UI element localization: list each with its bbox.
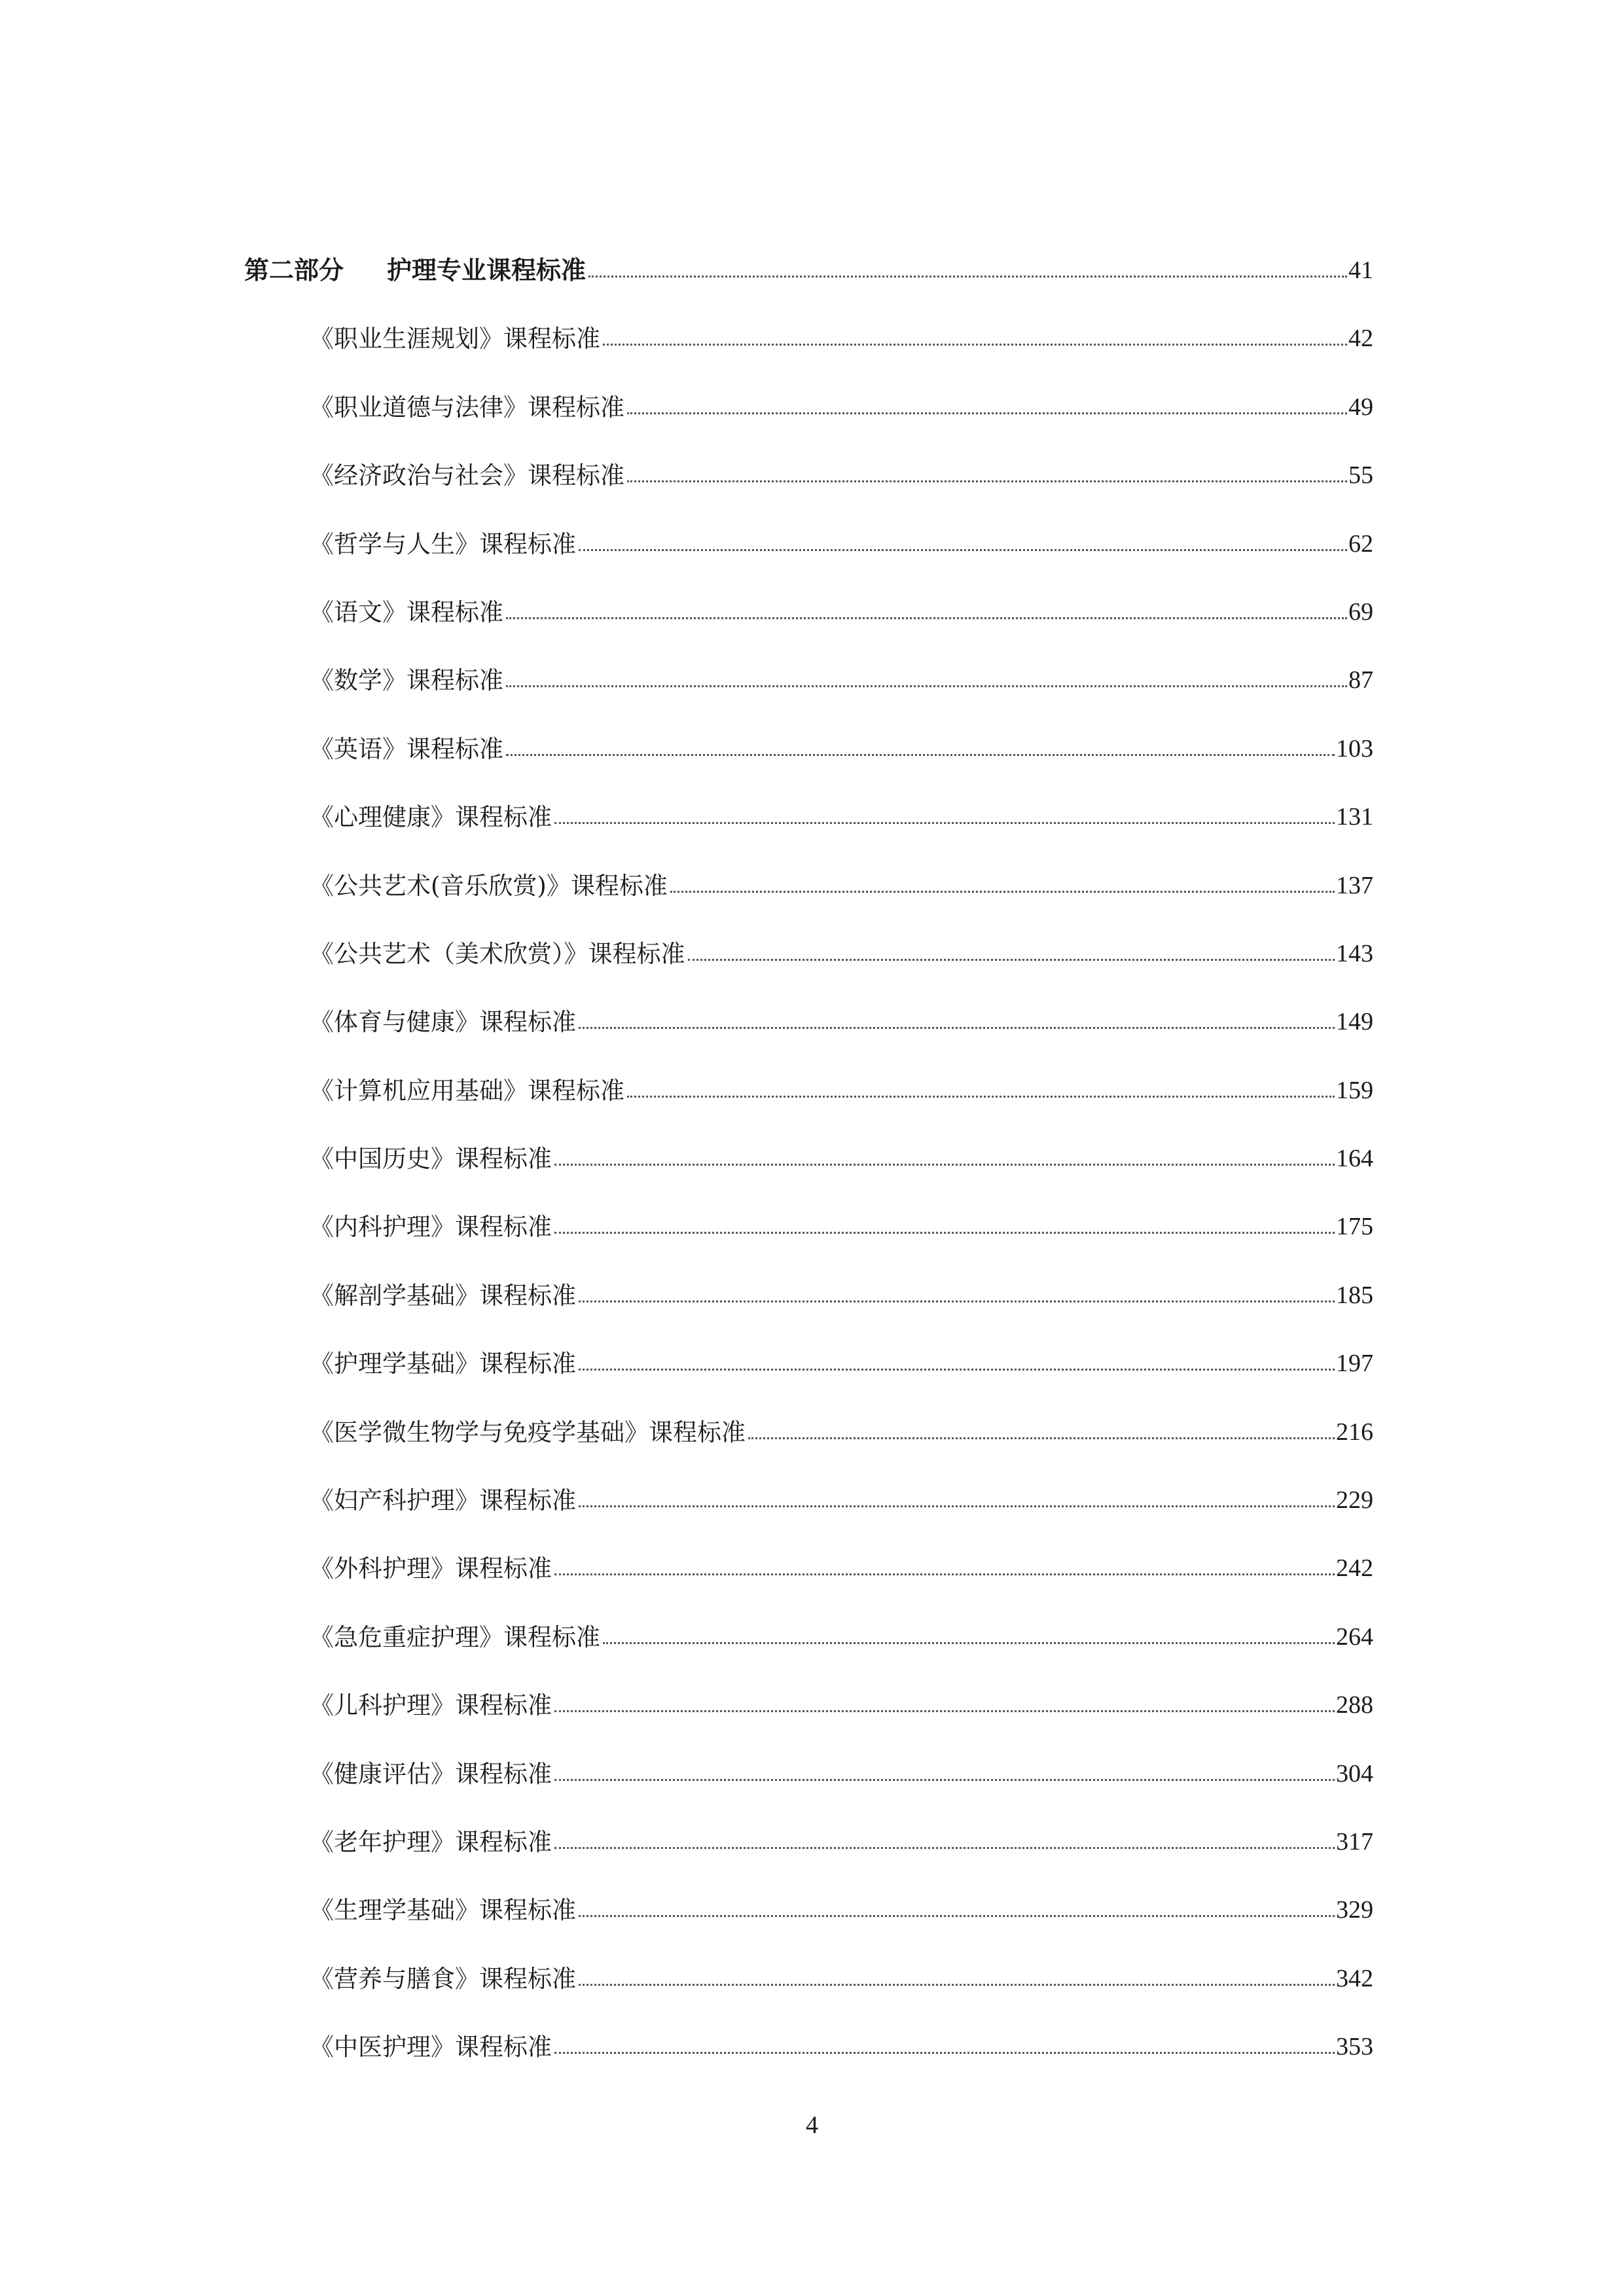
table-of-contents xyxy=(244,220,1373,2062)
toc-entry[interactable] xyxy=(244,283,1373,351)
toc-dot-leader xyxy=(506,754,1335,756)
toc-entry[interactable] xyxy=(244,1991,1373,2062)
toc-dot-leader xyxy=(506,617,1347,619)
toc-entry[interactable] xyxy=(244,829,1373,900)
toc-entry-title: 《计算机应用基础》课程标准 xyxy=(310,1076,624,1105)
toc-entry-page: 242 xyxy=(1336,1554,1373,1583)
toc-entry-page: 185 xyxy=(1336,1281,1373,1309)
page-number: 4 xyxy=(806,2111,818,2139)
toc-entry-title: 《中国历史》课程标准 xyxy=(310,1145,552,1174)
toc-section-page: 41 xyxy=(1348,257,1373,284)
toc-entry-page: 103 xyxy=(1336,734,1373,762)
toc-entry-page: 143 xyxy=(1336,939,1373,967)
toc-dot-leader xyxy=(554,1232,1335,1234)
toc-dot-leader xyxy=(603,344,1347,346)
toc-entry-title: 《内科护理》课程标准 xyxy=(310,1213,552,1242)
toc-entry[interactable] xyxy=(244,1308,1373,1376)
toc-dot-leader xyxy=(554,1779,1335,1781)
toc-entry-title: 《心理健康》课程标准 xyxy=(310,803,552,832)
toc-entry[interactable] xyxy=(244,1922,1373,1993)
toc-dot-leader xyxy=(554,1164,1335,1166)
toc-entry-title: 《外科护理》课程标准 xyxy=(310,1554,552,1583)
toc-section-title: 护理专业课程标准 xyxy=(387,256,586,285)
toc-section-heading[interactable] xyxy=(244,220,1373,283)
toc-entry-page: 137 xyxy=(1336,871,1373,899)
toc-entry-title: 《语文》课程标准 xyxy=(310,598,503,626)
toc-entry[interactable] xyxy=(244,1239,1373,1310)
toc-entry-page: 329 xyxy=(1336,1896,1373,1924)
toc-entry[interactable] xyxy=(244,624,1373,695)
toc-entry[interactable] xyxy=(244,351,1373,422)
toc-dot-leader xyxy=(603,1642,1335,1644)
toc-entry[interactable] xyxy=(244,761,1373,832)
toc-entry-page: 164 xyxy=(1336,1145,1373,1173)
toc-entry-page: 42 xyxy=(1348,325,1373,353)
toc-entry-page: 87 xyxy=(1348,666,1373,694)
toc-dot-leader xyxy=(579,1369,1335,1371)
toc-entry-title: 《急危重症护理》课程标准 xyxy=(310,1623,600,1651)
toc-dot-leader xyxy=(627,412,1347,414)
toc-entry[interactable] xyxy=(244,488,1373,556)
toc-entry-title: 《公共艺术(音乐欣赏)》课程标准 xyxy=(310,871,668,900)
toc-entry-title: 《营养与膳食》课程标准 xyxy=(310,1964,576,1993)
toc-entry[interactable] xyxy=(244,898,1373,966)
toc-entry-title: 《解剖学基础》课程标准 xyxy=(310,1281,576,1310)
toc-entry[interactable] xyxy=(244,1034,1373,1105)
toc-entry-page: 69 xyxy=(1348,598,1373,626)
toc-entry-page: 175 xyxy=(1336,1213,1373,1241)
toc-dot-leader xyxy=(588,276,1347,278)
toc-entry[interactable] xyxy=(244,1376,1373,1444)
toc-entry[interactable] xyxy=(244,1103,1373,1174)
toc-entry[interactable] xyxy=(244,1717,1373,1788)
toc-dot-leader xyxy=(506,685,1347,687)
toc-entry-title: 《职业生涯规划》课程标准 xyxy=(310,325,600,353)
toc-entry-title: 《数学》课程标准 xyxy=(310,666,503,695)
toc-entry-page: 342 xyxy=(1336,1964,1373,1992)
toc-entry-page: 149 xyxy=(1336,1008,1373,1036)
toc-entry-page: 288 xyxy=(1336,1691,1373,1719)
toc-entry-page: 131 xyxy=(1336,803,1373,831)
toc-entry[interactable] xyxy=(244,1581,1373,1649)
toc-entry-page: 55 xyxy=(1348,461,1373,490)
toc-entry-title: 《生理学基础》课程标准 xyxy=(310,1896,576,1925)
toc-entry-title: 《儿科护理》课程标准 xyxy=(310,1691,552,1720)
toc-entry-title: 《体育与健康》课程标准 xyxy=(310,1008,576,1037)
toc-entry-title: 《职业道德与法律》课程标准 xyxy=(310,393,624,422)
toc-entry[interactable] xyxy=(244,1513,1373,1581)
toc-dot-leader xyxy=(579,1505,1335,1507)
toc-entry-title: 《经济政治与社会》课程标准 xyxy=(310,461,624,490)
toc-dot-leader xyxy=(579,549,1347,551)
toc-dot-leader xyxy=(554,1710,1335,1712)
toc-entry[interactable] xyxy=(244,1854,1373,1925)
toc-entry-page: 159 xyxy=(1336,1076,1373,1104)
toc-dot-leader xyxy=(627,1096,1335,1098)
toc-entry-page: 317 xyxy=(1336,1827,1373,1856)
toc-entry[interactable] xyxy=(244,1444,1373,1513)
toc-dot-leader xyxy=(554,1847,1335,1849)
toc-dot-leader xyxy=(670,891,1335,893)
toc-entry-title: 《中医护理》课程标准 xyxy=(310,2033,552,2062)
toc-entry-page: 197 xyxy=(1336,1350,1373,1378)
toc-entry-page: 353 xyxy=(1336,2033,1373,2061)
toc-entry-title: 《英语》课程标准 xyxy=(310,734,503,763)
toc-entry-page: 304 xyxy=(1336,1759,1373,1787)
toc-entry[interactable] xyxy=(244,556,1373,624)
toc-entry-title: 《妇产科护理》课程标准 xyxy=(310,1486,576,1515)
toc-entry[interactable] xyxy=(244,692,1373,761)
toc-entry-title: 《哲学与人生》课程标准 xyxy=(310,529,576,558)
toc-entry-page: 49 xyxy=(1348,393,1373,421)
toc-section-part: 第二部分 xyxy=(244,256,344,285)
toc-entry[interactable] xyxy=(244,420,1373,488)
toc-entry-page: 62 xyxy=(1348,529,1373,558)
toc-entry[interactable] xyxy=(244,1649,1373,1720)
toc-dot-leader xyxy=(579,1300,1335,1302)
toc-dot-leader xyxy=(748,1437,1335,1439)
toc-entry-page: 229 xyxy=(1336,1486,1373,1515)
toc-entry-title: 《医学微生物学与免疫学基础》课程标准 xyxy=(310,1418,746,1446)
toc-entry-title: 《公共艺术（美术欣赏）》课程标准 xyxy=(310,939,685,968)
toc-dot-leader xyxy=(554,2052,1335,2054)
toc-entry-page: 264 xyxy=(1336,1623,1373,1651)
toc-entry-title: 《老年护理》课程标准 xyxy=(310,1827,552,1856)
toc-entry-title: 《健康评估》课程标准 xyxy=(310,1759,552,1788)
toc-entry[interactable] xyxy=(244,1171,1373,1242)
toc-dot-leader xyxy=(627,480,1347,482)
toc-entry[interactable] xyxy=(244,966,1373,1037)
toc-dot-leader xyxy=(579,1027,1335,1029)
toc-dot-leader xyxy=(579,1984,1335,1986)
toc-dot-leader xyxy=(554,822,1335,824)
toc-dot-leader xyxy=(554,1573,1335,1575)
toc-dot-leader xyxy=(688,959,1335,961)
toc-entry[interactable] xyxy=(244,1786,1373,1854)
toc-entry-title: 《护理学基础》课程标准 xyxy=(310,1350,576,1378)
toc-dot-leader xyxy=(579,1915,1335,1917)
toc-entry-page: 216 xyxy=(1336,1418,1373,1446)
